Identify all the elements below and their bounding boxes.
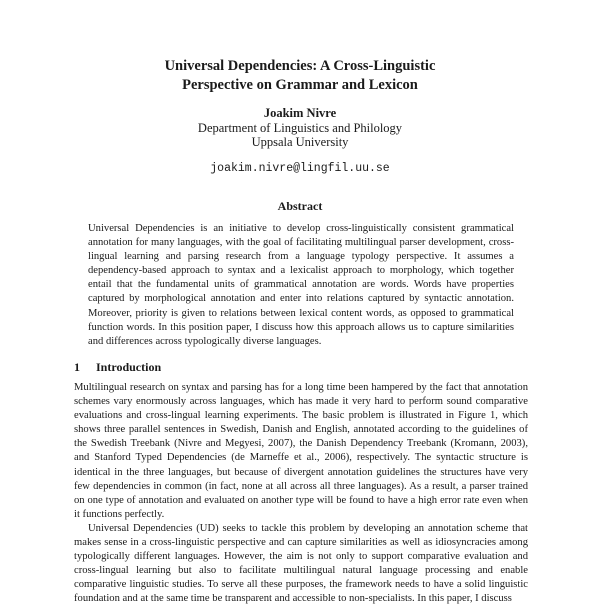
paper-title-line-1: Universal Dependencies: A Cross-Linguistic xyxy=(164,58,436,74)
abstract-heading: Abstract xyxy=(277,199,323,213)
intro-paragraph-2: Universal Dependencies (UD) seeks to tackle this problem by developing an annotation scheme that makes sense in a cross-linguistic perspective and can capture similarities as well as idiosyncracies among typologically different languages. However, the aim is not only to support comparative evaluation and cross-lingual learning but also to facilitate multilingual natural language processing and enable comparative linguistic studies. To serve all these purposes, the framework needs to have a solid linguistic foundation and at the same time be transparent and accessible to non-specialists. In this paper, I discuss xyxy=(74,522,528,605)
intro-paragraph-1: Multilingual research on syntax and parsing has for a long time been hampered by the fact that annotation schemes vary enormously across languages, which has made it very hard to perform sound comparative evaluations and cross-lingual learning experiments. The basic problem is illustrated in Figure 1, which shows three parallel sentences in Swedish, Danish and English, annotated according to the guidelines of the Swedish Treebank (Nivre and Megyesi, 2007), the Danish Dependency Treebank (Kromann, 2003), and Stanford Typed Dependencies (de Marneffe et al., 2006), respectively. The syntactic structure is identical in the three languages, but because of divergent annotation guidelines the structures have very few dependencies in common (in fact, none at all across all three languages). As a result, a parser trained on one type of annotation and evaluated on another type will be found to have a high error rate even when it functions perfectly. xyxy=(74,382,528,520)
author-email: joakim.nivre@lingfil.uu.se xyxy=(210,162,390,175)
introduction-body xyxy=(74,381,528,607)
author-department: Department of Linguistics and Philology xyxy=(197,121,403,135)
paper-title xyxy=(0,57,600,95)
author-name: Joakim Nivre xyxy=(263,106,337,120)
author-university: Uppsala University xyxy=(251,135,349,149)
section-number: 1 xyxy=(74,360,80,374)
section-heading xyxy=(74,360,161,375)
paper-title-line-2: Perspective on Grammar and Lexicon xyxy=(182,77,418,93)
section-title: Introduction xyxy=(96,360,162,374)
abstract-text: Universal Dependencies is an initiative to develop cross-linguistically consistent grammatical annotation for many languages, with the goal of facilitating multilingual parser development, cross-lingual learning and parsing research from a language typology perspective. It assumes a dependency-based approach to syntax and a lexicalist approach to morphology, which together entail that the fundamental units of grammatical annotation are words. Words have properties captured by morphological annotation and enter into relations captured by syntactic annotation. Moreover, priority is given to relations between lexical content words, as opposed to grammatical function words. In this position paper, I discuss how this approach allows us to capture similarities and differences across typologically diverse languages. xyxy=(88,223,514,347)
